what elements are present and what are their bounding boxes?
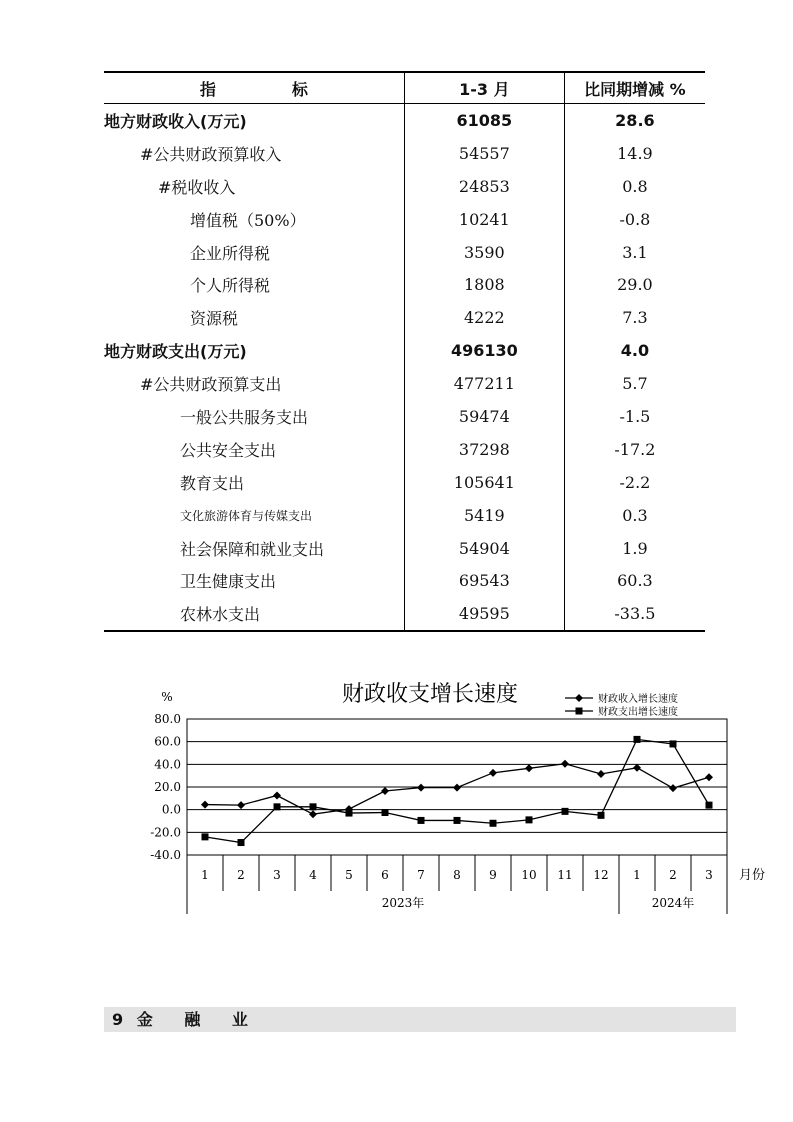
row-change: 0.3 xyxy=(622,505,648,525)
x-tick-label: 2 xyxy=(669,868,677,882)
table-row xyxy=(104,597,705,631)
data-point-expense xyxy=(562,808,569,815)
x-tick-label: 1 xyxy=(201,868,209,882)
data-point-expense xyxy=(490,820,497,827)
table-row xyxy=(104,499,705,532)
data-point-income xyxy=(669,784,677,792)
table-row xyxy=(104,104,705,137)
data-point-expense xyxy=(238,839,245,846)
year-label: 2024年 xyxy=(651,896,695,910)
section-number: 9 xyxy=(112,1010,124,1029)
row-change: 60.3 xyxy=(617,571,653,591)
section-title-1: 金 xyxy=(136,1010,153,1029)
table-row xyxy=(104,334,705,367)
row-change: -33.5 xyxy=(564,597,705,631)
data-point-income xyxy=(381,787,389,795)
data-point-expense xyxy=(346,810,353,817)
row-value: 54557 xyxy=(404,137,564,170)
legend-label: 财政支出增长速度 xyxy=(598,707,678,718)
year-label: 2023年 xyxy=(381,896,425,910)
row-label: 农林水支出 xyxy=(104,597,404,631)
row-value: 69543 xyxy=(404,564,564,597)
x-tick-label: 5 xyxy=(345,868,353,882)
table-header xyxy=(104,72,705,104)
table-row xyxy=(104,564,705,597)
row-value: 496130 xyxy=(404,334,564,367)
row-change: 14.9 xyxy=(617,143,653,163)
x-tick-label: 2 xyxy=(237,868,245,882)
row-change: -2.2 xyxy=(619,472,651,492)
table-row xyxy=(104,532,705,565)
y-tick-label: 60.0 xyxy=(154,734,181,749)
x-tick-label: 9 xyxy=(489,868,497,882)
row-label: 公共安全支出 xyxy=(180,440,277,460)
row-change: 3.1 xyxy=(622,242,648,262)
row-value: 3590 xyxy=(404,236,564,269)
data-point-expense xyxy=(670,740,677,747)
legend-marker xyxy=(576,708,583,715)
data-point-income xyxy=(237,801,245,809)
row-change: 28.6 xyxy=(615,110,655,130)
data-point-income xyxy=(597,770,605,778)
row-label: 企业所得税 xyxy=(190,243,271,263)
table-row xyxy=(104,433,705,466)
row-value: 5419 xyxy=(404,499,564,532)
row-label: 地方财政支出(万元) xyxy=(104,342,247,362)
row-change: 29.0 xyxy=(617,275,653,295)
header-change: 比同期增减 % xyxy=(564,72,705,104)
row-label: #公共财政预算支出 xyxy=(140,375,282,395)
row-label: #公共财政预算收入 xyxy=(140,144,282,164)
table-row xyxy=(104,236,705,269)
x-tick-label: 3 xyxy=(705,868,713,882)
y-tick-label: 40.0 xyxy=(154,757,181,772)
data-point-expense xyxy=(310,803,317,810)
section-title-3: 业 xyxy=(231,1010,248,1029)
row-label: 社会保障和就业支出 xyxy=(180,539,325,559)
row-label: 增值税（50%） xyxy=(190,210,306,230)
data-point-expense xyxy=(454,817,461,824)
table-row xyxy=(104,137,705,170)
x-axis-label: 月份 xyxy=(739,868,766,883)
data-point-expense xyxy=(274,803,281,810)
row-value: 24853 xyxy=(404,170,564,203)
section-heading xyxy=(104,1007,736,1032)
row-label: 个人所得税 xyxy=(190,276,271,296)
table-row xyxy=(104,268,705,301)
row-value: 477211 xyxy=(404,367,564,400)
data-point-expense xyxy=(382,809,389,816)
row-value: 105641 xyxy=(404,466,564,499)
finance-growth-chart xyxy=(130,668,770,918)
data-point-income xyxy=(489,769,497,777)
x-tick-label: 10 xyxy=(521,868,537,882)
row-label: 地方财政收入(万元) xyxy=(104,111,247,131)
y-tick-label: -20.0 xyxy=(150,825,181,840)
row-label: 文化旅游体育与传媒支出 xyxy=(180,508,313,523)
row-value: 37298 xyxy=(404,433,564,466)
row-change: 0.8 xyxy=(622,176,648,196)
x-tick-label: 1 xyxy=(633,868,641,882)
y-axis-label: % xyxy=(161,690,173,704)
x-tick-label: 4 xyxy=(309,868,317,882)
table-row xyxy=(104,170,705,203)
row-value: 61085 xyxy=(404,104,564,137)
header-period: 1-3 月 xyxy=(404,72,564,104)
row-change: 7.3 xyxy=(622,308,648,328)
row-label: 教育支出 xyxy=(180,473,245,493)
y-tick-label: 20.0 xyxy=(154,780,181,794)
data-point-income xyxy=(417,784,425,792)
data-point-income xyxy=(705,773,713,781)
table-row xyxy=(104,400,705,433)
row-change: -17.2 xyxy=(614,439,656,459)
legend-label: 财政收入增长速度 xyxy=(598,694,678,705)
row-value: 54904 xyxy=(404,532,564,565)
data-point-expense xyxy=(634,736,641,743)
header-indicator: 指 标 xyxy=(104,72,404,104)
section-title-2: 融 xyxy=(184,1010,201,1029)
data-point-income xyxy=(453,784,461,792)
x-tick-label: 3 xyxy=(273,868,281,882)
data-point-expense xyxy=(598,812,605,819)
row-value: 10241 xyxy=(404,203,564,236)
data-point-expense xyxy=(418,817,425,824)
data-point-income xyxy=(309,810,317,818)
y-tick-label: 80.0 xyxy=(154,712,181,726)
data-point-income xyxy=(273,792,281,800)
table-row xyxy=(104,203,705,236)
data-point-income xyxy=(561,760,569,768)
data-point-expense xyxy=(526,816,533,823)
row-change: 4.0 xyxy=(620,341,650,361)
x-tick-label: 7 xyxy=(417,868,425,882)
table-row xyxy=(104,466,705,499)
row-change: 5.7 xyxy=(622,374,648,394)
row-label: 资源税 xyxy=(190,309,239,329)
row-change: -1.5 xyxy=(619,406,651,426)
x-tick-label: 12 xyxy=(593,868,609,882)
x-tick-label: 8 xyxy=(453,868,461,882)
row-value: 4222 xyxy=(404,301,564,334)
row-label: #税收收入 xyxy=(158,177,236,197)
row-change: -0.8 xyxy=(619,209,651,229)
x-tick-label: 11 xyxy=(557,868,573,882)
row-value: 49595 xyxy=(404,597,564,631)
y-tick-label: -40.0 xyxy=(150,848,181,862)
y-tick-label: 0.0 xyxy=(161,802,181,817)
data-point-income xyxy=(201,801,209,809)
row-label: 一般公共服务支出 xyxy=(180,407,309,427)
legend-marker xyxy=(575,694,583,702)
chart-title: 财政收支增长速度 xyxy=(341,682,519,707)
row-label: 卫生健康支出 xyxy=(180,572,277,592)
data-point-expense xyxy=(706,802,713,809)
data-point-expense xyxy=(202,833,209,840)
table-row xyxy=(104,367,705,400)
finance-table xyxy=(104,71,705,632)
row-change: 1.9 xyxy=(622,538,648,558)
data-point-income xyxy=(633,764,641,772)
table-row xyxy=(104,301,705,334)
data-point-income xyxy=(525,764,533,772)
row-value: 1808 xyxy=(404,268,564,301)
row-value: 59474 xyxy=(404,400,564,433)
x-tick-label: 6 xyxy=(381,868,389,882)
